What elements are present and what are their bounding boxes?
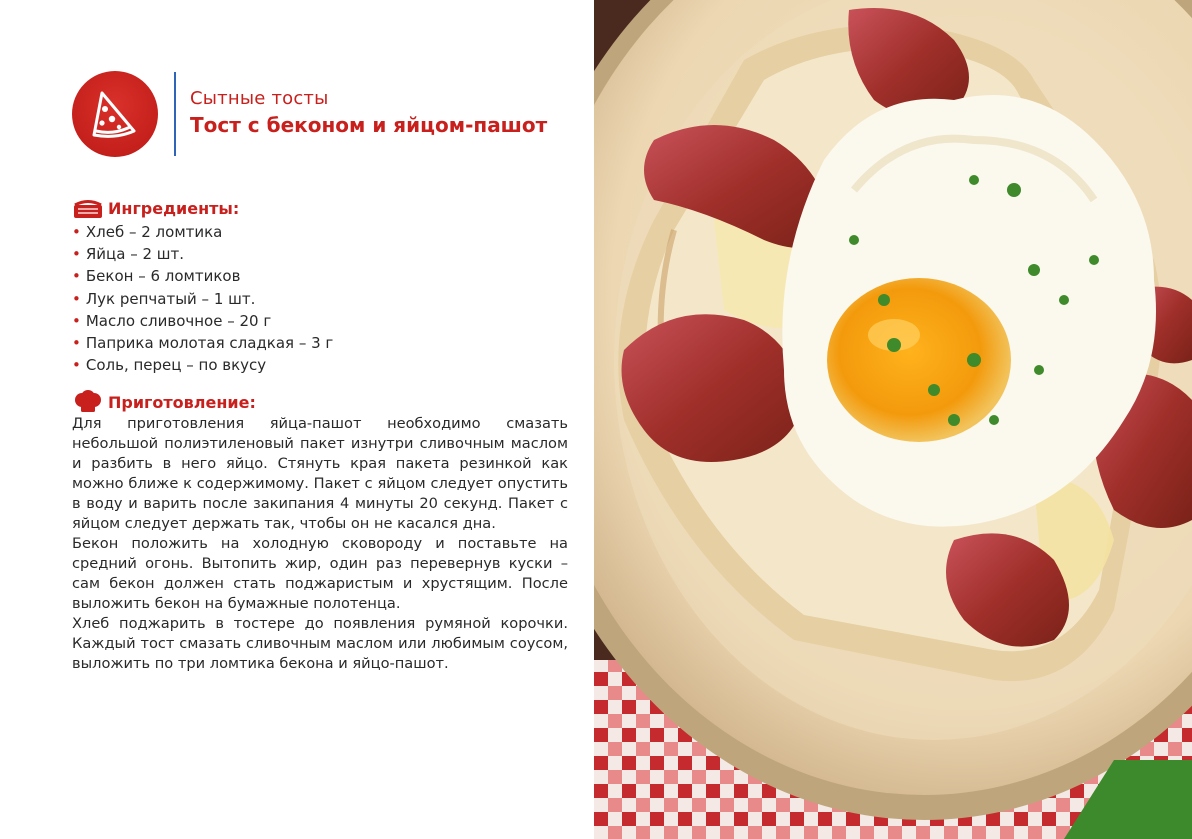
preparation-text — [72, 414, 568, 674]
preparation-paragraph: Хлеб поджарить в тостере до появления румяной корочки. Каждый тост смазать сливочным маслом или любимым соусом, выложить по три ломтика бекона и яйцо-пашот. — [72, 615, 568, 672]
preparation-heading-label: Приготовление: — [108, 392, 256, 412]
recipe-category: Сытные тосты — [190, 88, 329, 109]
chef-hat-icon — [72, 390, 104, 414]
list-item: • Лук репчатый – 1 шт. — [72, 289, 256, 308]
list-item: • Хлеб – 2 ломтика — [72, 223, 223, 241]
food-photo — [594, 0, 1192, 839]
ingredients-heading-label: Ингредиенты: — [108, 198, 240, 218]
preparation-paragraph: Для приготовления яйца-пашот необходимо смазать небольшой полиэтиленовый пакет изнутри сливочным маслом и разбить в него яйцо. Стянуть края пакета резинкой как можно ближе к содержимому. Пакет с яйцом следует опустить в воду и варить после закипания 4 минуты 20 секунд. Пакет с яйцом следует держать так, чтобы он не касался дна. — [72, 415, 568, 532]
list-item: • Соль, перец – по вкусу — [72, 356, 267, 375]
header-divider — [174, 72, 176, 156]
ingredients-list — [72, 221, 333, 376]
basket-icon — [72, 196, 104, 220]
list-item: • Бекон – 6 ломтиков — [72, 267, 241, 286]
preparation-paragraph: Бекон положить на холодную сковороду и поставьте на средний огонь. Вытопить жир, один раз перевернув куски – сам бекон должен стать поджаристым и хрустящим. После выложить бекон на бумажные полотенца. — [72, 535, 568, 612]
list-item: • Масло сливочное – 20 г — [72, 311, 272, 330]
recipe-panel — [0, 0, 594, 839]
list-item: • Паприка молотая сладкая – 3 г — [72, 334, 334, 353]
pizza-slice-icon — [72, 71, 158, 157]
recipe-title: Тост с беконом и яйцом-пашот — [190, 113, 548, 137]
ingredients-heading — [72, 196, 239, 220]
list-item: • Яйца – 2 шт. — [72, 245, 185, 264]
preparation-heading — [72, 390, 256, 414]
